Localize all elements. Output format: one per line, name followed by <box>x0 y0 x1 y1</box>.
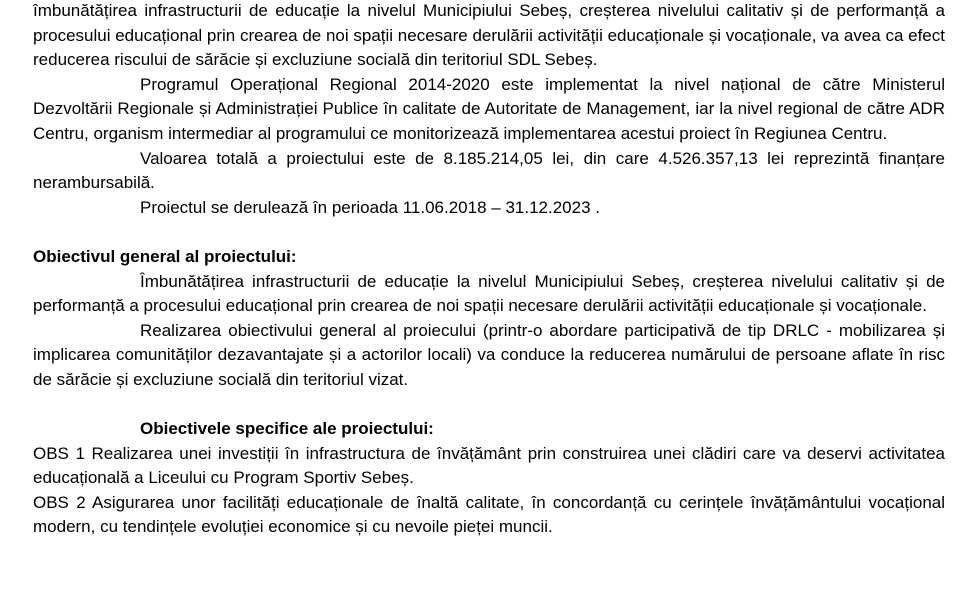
intro-paragraph-period: Proiectul se derulează în perioada 11.06.2018 – 31.12.2023 . <box>140 197 600 217</box>
specific-objectives-heading: Obiectivele specifice ale proiectului: <box>140 419 434 439</box>
specific-objective-item: OBS 2 Asigurarea unor facilități educaționale de înaltă calitate, în concordanță cu cerințele învățământului vocațional modern, cu tendințele evoluției economice și cu nevoile pieței muncii. <box>33 492 945 537</box>
general-objective-paragraph: Îmbunătățirea infrastructurii de educație la nivelul Municipiului Sebeș, creșterea nivelului calitativ și de performanță a procesului educațional prin crearea de noi spații necesare derulării activității educaționale și vocaționale. <box>33 271 945 316</box>
intro-paragraph-value: Valoarea totală a proiectului este de 8.185.214,05 lei, din care 4.526.357,13 lei reprezintă finanțare nerambursabilă. <box>33 148 945 193</box>
document-page <box>33 0 945 540</box>
specific-objective-item: OBS 1 Realizarea unei investiții în infrastructura de învățământ prin construirea unei clădiri care va deservi activitatea educațională a Liceului cu Program Sportiv Sebeș. <box>33 443 945 488</box>
intro-paragraph-program: Programul Operațional Regional 2014-2020 este implementat la nivel național de către Ministerul Dezvoltării Regionale și Administrației Publice în calitate de Autoritate de Management, iar la nivel regional de către ADR Centru, organism intermediar al programului ce monitorizează implementarea acestui proiect în Regiunea Centru. <box>33 74 945 143</box>
spacer <box>33 220 945 245</box>
intro-paragraph-continuation: îmbunătățirea infrastructurii de educație la nivelul Municipiului Sebeș, creșterea nivelului calitativ și de performanță a procesului educațional prin crearea de noi spații necesare derulării activității educaționale și vocaționale, va avea ca efect reducerea riscului de sărăcie și excluziune socială din teritoriul SDL Sebeș. <box>33 1 945 70</box>
general-objective-heading: Obiectivul general al proiectului: <box>33 246 297 266</box>
general-objective-paragraph: Realizarea obiectivului general al proiecului (printr-o abordare participativă de tip DRLC - mobilizarea și implicarea comunităților dezavantajate și a actorilor locali) va conduce la reducerea numărului de persoane aflate în risc de sărăcie și excluziune socială din teritoriul vizat. <box>33 320 945 389</box>
spacer <box>33 393 945 418</box>
